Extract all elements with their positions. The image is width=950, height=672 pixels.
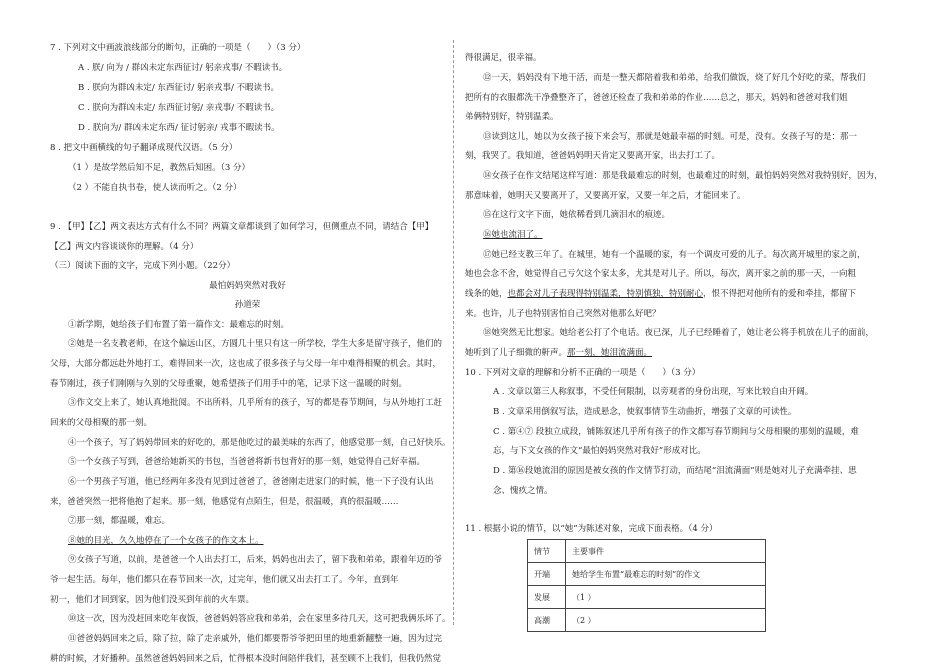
para-11-line-1: ⑪爸爸妈妈回来之后，除了拉，除了走亲戚外，他们都要帮爷爷把田里的地重新翻整一遍，因为过完 (68, 634, 443, 644)
para-17-line-3a: 线条的她， (465, 289, 508, 299)
q10-stem: 10 . 下列对文章的理解和分析不正确的一项是（ ）（3 分） (465, 368, 701, 378)
para-11-line-2: 耕的时候，才好播种。虽然爸爸妈妈回来之后，忙得根本没时间陪伴我们，甚至顾不上我们，但我仍然觉 (50, 654, 442, 664)
para-16 (465, 229, 543, 241)
para-18-line-1: ⑱她突然无比想家。她给老公打了个电话。夜已深，儿子已经睡着了，她让老公将手机放在儿子的面前， (483, 328, 875, 338)
para-5: ⑤一个女孩子写到，爸爸给她新买的书包，当爸爸将新书包背好的那一刻，她觉得自己好幸福。 (68, 457, 426, 467)
q11-stem: 11 . 根据小说的情节，以“她”为陈述对象，完成下面表格。（4 分） (465, 524, 718, 534)
right-continuation: 得很满足，很幸福。 (465, 53, 542, 63)
table-cell: 她给学生布置“最难忘的时刻”的作文 (566, 563, 766, 586)
q9-line-2: 【乙】两文内容谈谈你的理解。（4 分） (50, 242, 199, 252)
para-14-line-1: ⑭女孩子在作文结尾这样写道：那是我最难忘的时刻，也最难过的时刻，最怕妈妈突然对我特别好，因为， (483, 171, 883, 181)
table-cell: 情节 (528, 540, 566, 563)
para-3-line-2: 回来的父母相聚的那一刻。 (50, 418, 153, 428)
q8-sentence-2: （2 ）不能自执书卷，使人读而听之。（2 分） (68, 183, 242, 193)
section-3-heading: （三）阅读下面的文字，完成下列小题。（22分） (50, 261, 236, 271)
para-4: ④一个孩子，写了妈妈带回来的好吃的，那是他吃过的最美味的东西了，他感觉那一刻，自己好快乐。 (68, 438, 451, 448)
para-3-line-1: ③作文交上来了，她认真地批阅。不出所料，几乎所有的孩子，写的都是春节期间，与从外地打工赶 (68, 398, 443, 408)
table-cell: 高潮 (528, 609, 566, 632)
para-17-underlined: 也都会对儿子表现得特别温柔，特别慎独，特别耐心 (507, 289, 704, 299)
table-cell[interactable]: （2 ） (566, 609, 766, 632)
plot-table (527, 539, 766, 632)
para-2-line-3: 春节刚过，孩子们刚刚与久别的父母重聚，她希望孩子们用手中的笔，记录下这一温暖的时刻。 (50, 379, 408, 389)
para-12-line-1: ⑫一天，妈妈没有下地干活，而是一整天都陪着我和弟弟，给我们做饭，烧了好几个好吃的菜，帮我们 (483, 73, 866, 83)
q7-stem: 7 . 下列对文中画波浪线部分的断句，正确的一项是（ ）（3 分） (50, 43, 306, 53)
para-13-line-1: ⑬读到这儿，她以为女孩子接下来会写，那就是她最幸福的时刻。可是，没有。女孩子写的是：那一 (483, 132, 858, 142)
q10-option-d-line-2: 念、愧疚之情。 (493, 486, 553, 496)
para-13-line-2: 刻，我哭了。我知道，爸爸妈妈明天肯定又要离开家，出去打工了。 (465, 151, 721, 161)
table-row (528, 586, 766, 609)
q9-line-1: 9 . 【甲】【乙】两文表达方式有什么不同？两篇文章都谈到了如何学习，但侧重点不同，请结合【甲】 (50, 222, 434, 232)
para-9-line-3: 初一，他们才回到家，因为他们没买到年前的火车票。 (50, 595, 255, 605)
para-6-line-1: ⑥一个男孩子写道，他已经两年多没有见到过爸爸了，爸爸刚走进家门的时候，他一下子没有认出 (68, 477, 434, 487)
para-16-underlined: ⑯她也流泪了。 (483, 230, 543, 240)
para-17-line-1: ⑰她已经支教三年了。在城里，她有一个温暖的家，有一个调皮可爱的儿子。每次离开城里的家之前， (483, 250, 866, 260)
para-14-line-2: 那意味着，她明天又要离开了，又要离开家，又要一年之后，才能回来了。 (465, 191, 746, 201)
table-row (528, 609, 766, 632)
para-2-line-1: ②她是一名支教老师，在这个偏远山区，方圆几十里只有这一所学校，学生大多是留守孩子，他们的 (68, 339, 443, 349)
q10-option-c-line-2: 忘，与下文女孩的作文“最怕妈妈突然对我好”形成对比。 (493, 446, 706, 456)
q7-option-d: D . 朕向为/ 群凶未定东西/ 征讨躬亲/ 戎事不暇读书。 (78, 123, 280, 133)
para-9-line-2: 爷一起生活。每年，他们都只在春节回来一次，过完年，他们就又出去打工了。今年，直到年 (50, 575, 399, 585)
q10-option-c-line-1: C . 第④⑦ 段独立成段，铺陈叙述几乎所有孩子的作文都写春节期间与父母相聚的那刻的温暖，难 (493, 427, 859, 437)
para-17-line-4: 来。也许，儿子也特别害怕自己突然对他那么好吧？ (465, 309, 661, 319)
table-cell: 主要事件 (566, 540, 766, 563)
q10-option-a: A . 文章以第三人称叙事，不受任何限制，以旁观者的身份出现，写来比较自由开阔。 (493, 387, 814, 397)
q7-option-a: A . 朕/ 向为 / 群凶未定东西征讨/ 躬亲戎事/ 不暇读书。 (78, 63, 288, 73)
para-12-line-2: 把所有的衣服都洗干净叠整齐了，爸爸还检查了我和弟弟的作业……总之，那天，妈妈和爸爸对我们姐 (465, 93, 848, 103)
para-17-line-3c: ，恨不得把对他所有的爱和牵挂，都留下 (703, 289, 857, 299)
para-12-line-3: 弟俩特别好，特别温柔。 (465, 112, 559, 122)
para-6-line-2: 来，爸爸突然一把将他抱了起来。那一刻，他感觉有点陌生，但是，很温暖，真的很温暖…… (50, 497, 399, 507)
para-17-line-2: 她也会念不舍，她觉得自己亏欠这个家太多，尤其是对儿子。所以，每次，离开家之前的那一天，一向粗 (465, 269, 857, 279)
q7-option-b: B . 朕向为群凶未定/ 东西征讨/ 躬亲戎事/ 不暇读书。 (78, 83, 280, 93)
para-8 (50, 535, 264, 547)
para-8-underlined: ⑧她的目光，久久地停在了一个女孩子的作文本上。 (68, 536, 264, 546)
q8-stem: 8 . 把文中画横线的句子翻译成现代汉语。（5 分） (50, 143, 238, 153)
para-9-line-1: ⑨女孩子写道，以前，是爸爸一个人出去打工，后来，妈妈也出去了，留下我和弟弟，跟着年迈的爷 (68, 555, 443, 565)
article-author: 孙道荣 (234, 300, 261, 310)
table-cell: 开端 (528, 563, 566, 586)
para-18-underlined: 那一刻，她泪流满面。 (567, 348, 653, 358)
q10-option-d-line-1: D . 第⑯段她流泪的原因是被女孩的作文情节打动，而结尾“泪流满面”则是她对儿子充满牵挂、思 (493, 466, 857, 476)
q7-option-c: C . 朕向为群凶未定/ 东西征讨躬/ 亲戎事/ 不暇读书。 (78, 103, 280, 113)
para-7: ⑦那一刻，都温暖，难忘。 (68, 516, 171, 526)
q10-option-b: B . 文章采用倒叙写法，造成悬念，使叙事情节生动曲折，增强了文章的可读性。 (493, 407, 797, 417)
para-2-line-2: 父母，大部分都远赴外地打工，难得回来一次，这也成了很多孩子与父母一年中难得相聚的机会。其时， (50, 359, 442, 369)
table-cell[interactable]: （1 ） (566, 586, 766, 609)
para-18-line-2 (465, 347, 652, 359)
para-10: ⑩这一次，因为没赶回来吃年夜饭，爸爸妈妈答应我和弟弟，会在家里多待几天，这可把我俩乐坏了。 (68, 614, 451, 624)
column-divider (453, 40, 454, 625)
para-15: ⑮在这行文字下面，她依稀看到几滴泪水的痕迹。 (483, 210, 671, 220)
q8-sentence-1: （1 ）是故学然后知不足，教然后知困。（3 分） (68, 163, 250, 173)
table-row (528, 563, 766, 586)
table-row (528, 540, 766, 563)
article-title: 最怕妈妈突然对我好 (209, 281, 286, 291)
para-17-line-3 (465, 288, 856, 300)
para-1: ①新学期，她给孩子们布置了第一篇作文：最难忘的时刻。 (68, 320, 290, 330)
table-cell: 发展 (528, 586, 566, 609)
para-18-line-2a: 她听到了儿子细微的鼾声。 (465, 348, 568, 358)
